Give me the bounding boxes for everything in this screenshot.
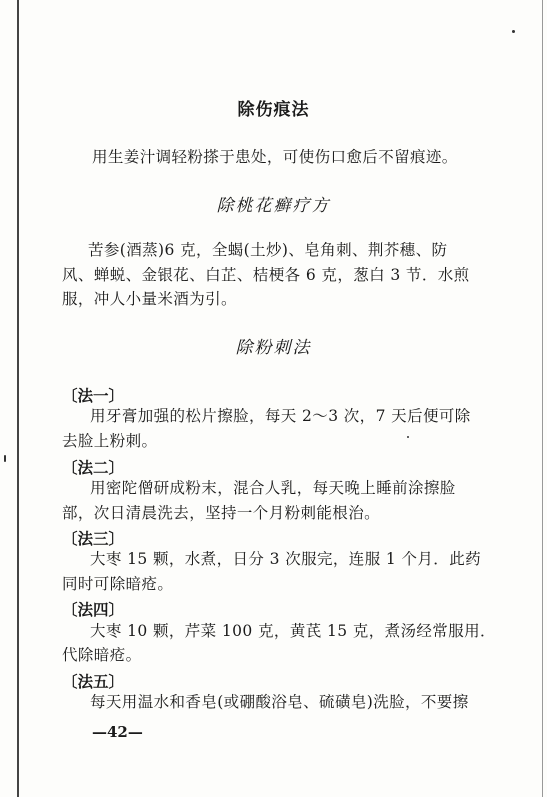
page-number: —42— xyxy=(92,723,143,741)
method-text-line: 大枣 15 颗，水煮，日分 3 次服完，连服 1 个月．此药 xyxy=(90,550,482,568)
section-title-scar-removal: 除伤痕法 xyxy=(237,100,310,120)
tinea-remedy-line: 苦参(酒蒸)6 克，全蝎(土炒)、皂角刺、荆芥穗、防 xyxy=(88,241,448,259)
method-text-line: 代除暗疮。 xyxy=(62,646,142,664)
method-label: 〔法五〕 xyxy=(62,672,125,691)
method-text-line: 部，次日清晨洗去，坚持一个月粉刺能根治。 xyxy=(62,504,381,522)
tinea-remedy-line: 风、蝉蜕、金银花、白芷、桔梗各 6 克，葱白 3 节．水煎 xyxy=(62,266,470,284)
tinea-remedy-line: 服，冲人小量米酒为引。 xyxy=(62,290,237,308)
section-title-acne-removal: 除粉刺法 xyxy=(235,338,312,358)
method-label: 〔法三〕 xyxy=(62,529,125,548)
method-label: 〔法四〕 xyxy=(62,600,125,619)
scan-speck xyxy=(512,30,515,33)
scan-speck xyxy=(407,436,409,438)
scan-speck xyxy=(4,455,6,462)
method-text-line: 大枣 10 颗，芹菜 100 克，黄芪 15 克，煮汤经常服用． xyxy=(90,622,496,640)
method-text-line: 用牙膏加强的松片擦脸，每天 2～3 次，7 天后便可除 xyxy=(90,407,471,425)
method-text-line: 用密陀僧研成粉末，混合人乳，每天晚上睡前涂擦脸 xyxy=(90,479,456,497)
scar-removal-text: 用生姜汁调轻粉搽于患处，可使伤口愈后不留痕迹。 xyxy=(92,148,458,166)
method-text-line: 每天用温水和香皂(或硼酸浴皂、硫磺皂)洗脸，不要擦 xyxy=(90,693,469,711)
method-label: 〔法一〕 xyxy=(62,386,125,405)
method-label: 〔法二〕 xyxy=(62,458,125,477)
method-text-line: 去脸上粉刺。 xyxy=(62,432,158,450)
section-title-tinea-remedy: 除桃花癣疗方 xyxy=(216,196,331,216)
method-text-line: 同时可除暗疮。 xyxy=(62,575,174,593)
